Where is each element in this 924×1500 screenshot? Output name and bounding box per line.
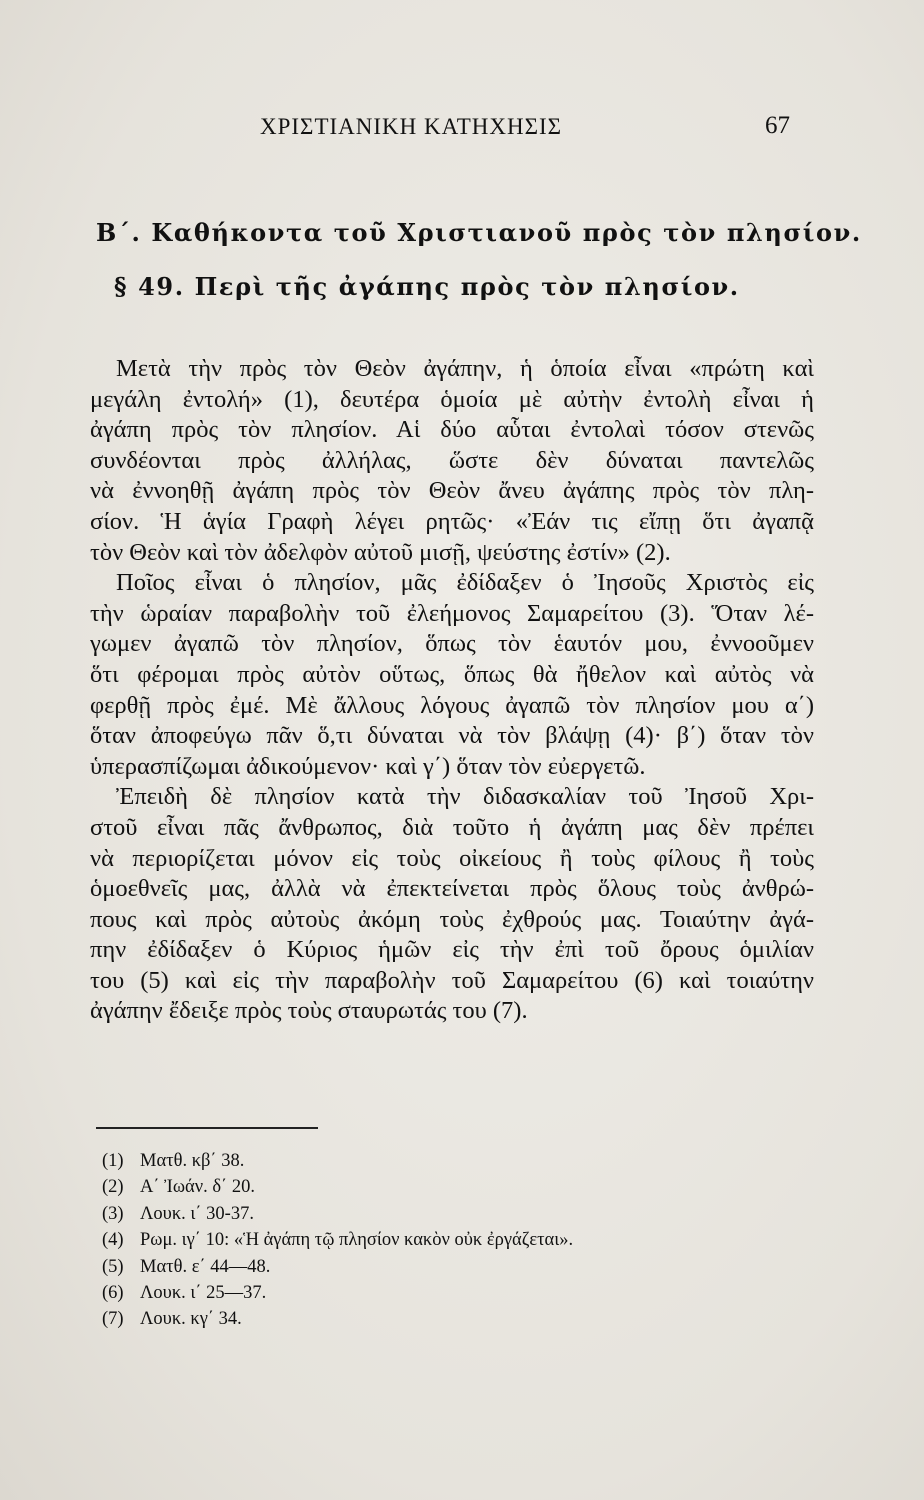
body-line: ὑπερασπίζωμαι ἀδικούμενον· καὶ γ΄) ὅταν τὸν εὐεργετῶ. bbox=[90, 752, 646, 780]
footnote-text: Λουκ. ι΄ 25—37. bbox=[140, 1282, 267, 1303]
body-line: Ποῖος εἶναι ὁ πλησίον, μᾶς ἐδίδαξεν ὁ Ἰησοῦς Χριστὸς εἰς bbox=[116, 569, 814, 597]
body-line: στοῦ εἶναι πᾶς ἄνθρωπος, διὰ τοῦτο ἡ ἀγάπη μας δὲν πρέπει bbox=[90, 813, 814, 841]
body-line: φερθῇ πρὸς ἐμέ. Μὲ ἄλλους λόγους ἀγαπῶ τὸν πλησίον μου α΄) bbox=[90, 691, 814, 719]
body-line: Μετὰ τὴν πρὸς τὸν Θεὸν ἀγάπην, ἡ ὁποία εἶναι «πρώτη καὶ bbox=[116, 355, 814, 382]
footnote-text: Ματθ. ε΄ 44—48. bbox=[140, 1256, 271, 1277]
footnote-number: (2) bbox=[102, 1177, 124, 1198]
body-text bbox=[90, 354, 814, 1027]
body-line: ὅταν ἀποφεύγω πᾶν ὅ,τι δύναται νὰ τὸν βλάψῃ (4)· β΄) ὅταν τὸν bbox=[90, 722, 814, 750]
footnote-number: (7) bbox=[102, 1309, 124, 1330]
body-line: μεγάλη ἐντολή» (1), δευτέρα ὁμοία μὲ αὐτὴν ἐντολὴ εἶναι ἡ bbox=[90, 385, 814, 413]
footnote bbox=[102, 1280, 802, 1306]
body-line: γωμεν ἀγαπῶ τὸν πλησίον, ὅπως τὸν ἑαυτόν μου, ἐννοοῦμεν bbox=[90, 630, 814, 658]
body-line: ἀγάπη πρὸς τὸν πλησίον. Αἱ δύο αὗται ἐντολαὶ τόσον στενῶς bbox=[90, 416, 814, 444]
footnote bbox=[102, 1201, 802, 1227]
footnote bbox=[102, 1227, 802, 1253]
footnote-number: (1) bbox=[102, 1151, 124, 1171]
body-line: ὁμοεθνεῖς μας, ἀλλὰ νὰ ἐπεκτείνεται πρὸς ὅλους τοὺς ἀνθρώ- bbox=[90, 875, 814, 903]
body-line: ὅτι φέρομαι πρὸς αὐτὸν οὕτως, ὅπως θὰ ἤθελον καὶ αὐτὸς νὰ bbox=[90, 660, 814, 688]
chapter-heading: Β΄. Καθήκοντα τοῦ Χριστιανοῦ πρὸς τὸν πλησίον. bbox=[96, 218, 862, 247]
body-line: του (5) καὶ εἰς τὴν παραβολὴν τοῦ Σαμαρείτου (6) καὶ τοιαύτην bbox=[90, 966, 814, 994]
footnote-number: (3) bbox=[102, 1203, 124, 1224]
footnote-divider bbox=[96, 1127, 318, 1129]
page-number: 67 bbox=[765, 112, 790, 139]
running-title: ΧΡΙΣΤΙΑΝΙΚΗ ΚΑΤΗΧΗΣΙΣ bbox=[260, 114, 563, 139]
body-line: νὰ ἐννοηθῇ ἀγάπη πρὸς τὸν Θεὸν ἄνευ ἀγάπης πρὸς τὸν πλη- bbox=[90, 477, 814, 505]
footnote-number: (4) bbox=[102, 1230, 124, 1251]
body-line: τὸν Θεὸν καὶ τὸν ἀδελφὸν αὐτοῦ μισῇ, ψεύστης ἐστίν» (2). bbox=[90, 538, 671, 566]
footnote-text: Λουκ. κγ΄ 34. bbox=[140, 1309, 242, 1330]
body-line: σίον. Ἡ ἁγία Γραφὴ λέγει ρητῶς· «Ἐάν τις εἴπῃ ὅτι ἀγαπᾷ bbox=[90, 507, 814, 535]
body-line: ἀγάπην ἔδειξε πρὸς τοὺς σταυρωτάς του (7). bbox=[90, 997, 528, 1025]
footnote bbox=[102, 1306, 802, 1332]
running-header bbox=[90, 108, 790, 148]
body-line: νὰ περιορίζεται μόνον εἰς τοὺς οἰκείους ἢ τοὺς φίλους ἢ τοὺς bbox=[90, 844, 814, 872]
footnote-text: Α΄ Ἰωάν. δ΄ 20. bbox=[140, 1177, 255, 1198]
footnote-number: (6) bbox=[102, 1282, 124, 1303]
footnote bbox=[102, 1254, 802, 1280]
footnote-text: Ματθ. κβ΄ 38. bbox=[140, 1151, 245, 1171]
footnote-text: Ρωμ. ιγ΄ 10: «Ἡ ἀγάπη τῷ πλησίον κακὸν οὐκ ἐργάζεται». bbox=[140, 1230, 574, 1251]
footnote-number: (5) bbox=[102, 1256, 124, 1277]
footnote bbox=[102, 1174, 802, 1200]
footnote bbox=[102, 1148, 802, 1174]
footnote-text: Λουκ. ι΄ 30-37. bbox=[140, 1203, 254, 1224]
body-line: πην ἐδίδαξεν ὁ Κύριος ἡμῶν εἰς τὴν ἐπὶ τοῦ ὄρους ὁμιλίαν bbox=[90, 936, 814, 964]
body-line: πους καὶ πρὸς αὐτοὺς ἀκόμη τοὺς ἐχθρούς μας. Τοιαύτην ἀγά- bbox=[90, 905, 814, 933]
section-heading: § 49. Περὶ τῆς ἀγάπης πρὸς τὸν πλησίον. bbox=[114, 272, 740, 301]
body-line: συνδέονται πρὸς ἀλλήλας, ὥστε δὲν δύναται παντελῶς bbox=[90, 446, 814, 474]
body-line: Ἐπειδὴ δὲ πλησίον κατὰ τὴν διδασκαλίαν τοῦ Ἰησοῦ Χρι- bbox=[116, 783, 814, 811]
footnotes bbox=[102, 1148, 802, 1333]
body-line: τὴν ὡραίαν παραβολὴν τοῦ ἐλεήμονος Σαμαρείτου (3). Ὅταν λέ- bbox=[90, 599, 814, 627]
